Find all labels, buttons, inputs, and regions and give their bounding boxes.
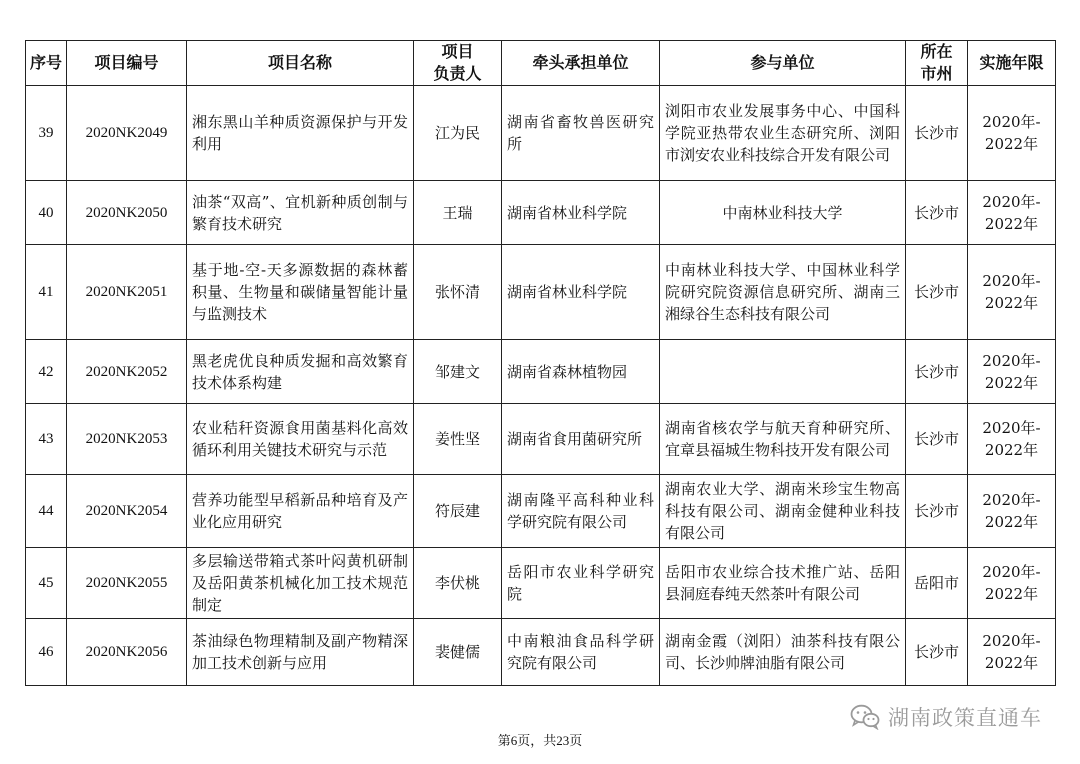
cell-seq: 40 — [26, 181, 67, 245]
cell-participants: 中南林业科技大学 — [660, 181, 906, 245]
table-row — [26, 340, 1056, 404]
cell-code: 2020NK2049 — [67, 86, 187, 181]
cell-leader: 张怀清 — [414, 245, 502, 340]
header-leader-line1: 项目 — [441, 42, 474, 61]
cell-seq: 46 — [26, 619, 67, 686]
cell-code: 2020NK2055 — [67, 548, 187, 619]
cell-period — [968, 181, 1056, 245]
cell-leader: 邹建文 — [414, 340, 502, 404]
table-row — [26, 404, 1056, 475]
cell-name: 湘东黑山羊种质资源保护与开发利用 — [187, 86, 414, 181]
header-leader — [414, 41, 502, 86]
cell-period — [968, 404, 1056, 475]
cell-code: 2020NK2050 — [67, 181, 187, 245]
cell-seq: 45 — [26, 548, 67, 619]
cell-seq: 43 — [26, 404, 67, 475]
cell-period-end: 2022年 — [984, 441, 1039, 459]
cell-lead-unit: 湖南省食用菌研究所 — [502, 404, 660, 475]
cell-period — [968, 548, 1056, 619]
cell-name: 营养功能型早稻新品种培育及产业化应用研究 — [187, 475, 414, 548]
header-code: 项目编号 — [67, 41, 187, 86]
cell-period-start: 2020年- — [982, 272, 1041, 290]
cell-period-start: 2020年- — [982, 632, 1041, 650]
cell-participants: 中南林业科技大学、中国林业科学院研究院资源信息研究所、湖南三湘绿谷生态科技有限公司 — [660, 245, 906, 340]
cell-leader: 李伏桃 — [414, 548, 502, 619]
cell-name: 油茶“双高”、宜机新种质创制与繁育技术研究 — [187, 181, 414, 245]
cell-city: 长沙市 — [906, 340, 968, 404]
table-row — [26, 619, 1056, 686]
cell-lead-unit: 中南粮油食品科学研究院有限公司 — [502, 619, 660, 686]
cell-period-end: 2022年 — [984, 513, 1039, 531]
table-row — [26, 475, 1056, 548]
cell-period — [968, 86, 1056, 181]
cell-seq: 39 — [26, 86, 67, 181]
table-header-row — [26, 41, 1056, 86]
cell-code: 2020NK2052 — [67, 340, 187, 404]
cell-leader: 姜性坚 — [414, 404, 502, 475]
cell-period-end: 2022年 — [984, 214, 1039, 233]
cell-participants: 湖南省核农学与航天育种研究所、宜章县福城生物科技开发有限公司 — [660, 404, 906, 475]
cell-participants: 湖南金霞（浏阳）油茶科技有限公司、长沙帅牌油脂有限公司 — [660, 619, 906, 686]
cell-period — [968, 475, 1056, 548]
cell-period-start: 2020年- — [982, 192, 1041, 211]
cell-period — [968, 619, 1056, 686]
cell-period-end: 2022年 — [984, 373, 1039, 392]
cell-lead-unit: 湖南省森林植物园 — [502, 340, 660, 404]
cell-name: 基于地-空-天多源数据的森林蓄积量、生物量和碳储量智能计量与监测技术 — [187, 245, 414, 340]
table-row — [26, 181, 1056, 245]
cell-lead-unit: 岳阳市农业科学研究院 — [502, 548, 660, 619]
page-number: 第6页，共23页 — [497, 733, 583, 748]
header-lead-unit: 牵头承担单位 — [502, 41, 660, 86]
header-city-line2: 市州 — [920, 64, 953, 83]
cell-city: 长沙市 — [906, 404, 968, 475]
cell-leader: 江为民 — [414, 86, 502, 181]
cell-code: 2020NK2056 — [67, 619, 187, 686]
cell-period-end: 2022年 — [984, 654, 1039, 672]
cell-period-start: 2020年- — [982, 419, 1041, 437]
table-row — [26, 86, 1056, 181]
cell-leader: 王瑞 — [414, 181, 502, 245]
cell-code: 2020NK2054 — [67, 475, 187, 548]
header-name: 项目名称 — [187, 41, 414, 86]
cell-period-start: 2020年- — [982, 113, 1041, 131]
cell-period-start: 2020年- — [982, 491, 1041, 509]
cell-period-end: 2022年 — [984, 585, 1039, 603]
cell-lead-unit: 湖南隆平高科种业科学研究院有限公司 — [502, 475, 660, 548]
cell-period-end: 2022年 — [984, 135, 1039, 153]
header-seq: 序号 — [26, 41, 67, 86]
cell-period-start: 2020年- — [982, 351, 1041, 370]
header-city-line1: 所在 — [920, 42, 953, 61]
cell-lead-unit: 湖南省林业科学院 — [502, 245, 660, 340]
table-row — [26, 548, 1056, 619]
cell-code: 2020NK2051 — [67, 245, 187, 340]
cell-city: 长沙市 — [906, 475, 968, 548]
cell-participants: 浏阳市农业发展事务中心、中国科学院亚热带农业生态研究所、浏阳市浏安农业科技综合开发有限公司 — [660, 86, 906, 181]
cell-period-start: 2020年- — [982, 563, 1041, 581]
header-participants: 参与单位 — [660, 41, 906, 86]
cell-lead-unit: 湖南省畜牧兽医研究所 — [502, 86, 660, 181]
cell-name: 农业秸秆资源食用菌基料化高效循环利用关键技术研究与示范 — [187, 404, 414, 475]
header-city — [906, 41, 968, 86]
cell-seq: 41 — [26, 245, 67, 340]
cell-city: 长沙市 — [906, 619, 968, 686]
cell-participants: 岳阳市农业综合技术推广站、岳阳县洞庭春纯天然茶叶有限公司 — [660, 548, 906, 619]
cell-name: 多层输送带箱式茶叶闷黄机研制及岳阳黄茶机械化加工技术规范制定 — [187, 548, 414, 619]
cell-period-end: 2022年 — [984, 294, 1039, 312]
cell-city: 岳阳市 — [906, 548, 968, 619]
cell-city: 长沙市 — [906, 181, 968, 245]
cell-city: 长沙市 — [906, 245, 968, 340]
cell-participants — [660, 340, 906, 404]
cell-seq: 44 — [26, 475, 67, 548]
cell-name: 黑老虎优良种质发掘和高效繁育技术体系构建 — [187, 340, 414, 404]
header-period: 实施年限 — [968, 41, 1056, 86]
wechat-icon — [850, 704, 880, 730]
cell-seq: 42 — [26, 340, 67, 404]
cell-period — [968, 340, 1056, 404]
watermark-text: 湖南政策直通车 — [888, 706, 1042, 730]
cell-period — [968, 245, 1056, 340]
header-leader-line2: 负责人 — [433, 64, 482, 83]
cell-code: 2020NK2053 — [67, 404, 187, 475]
cell-name: 茶油绿色物理精制及副产物精深加工技术创新与应用 — [187, 619, 414, 686]
cell-leader: 裴健儒 — [414, 619, 502, 686]
table-row — [26, 245, 1056, 340]
cell-leader: 符辰建 — [414, 475, 502, 548]
cell-city: 长沙市 — [906, 86, 968, 181]
cell-participants: 湖南农业大学、湖南米珍宝生物高科技有限公司、湖南金健种业科技有限公司 — [660, 475, 906, 548]
cell-lead-unit: 湖南省林业科学院 — [502, 181, 660, 245]
project-table — [25, 40, 1056, 686]
watermark — [850, 702, 1042, 732]
